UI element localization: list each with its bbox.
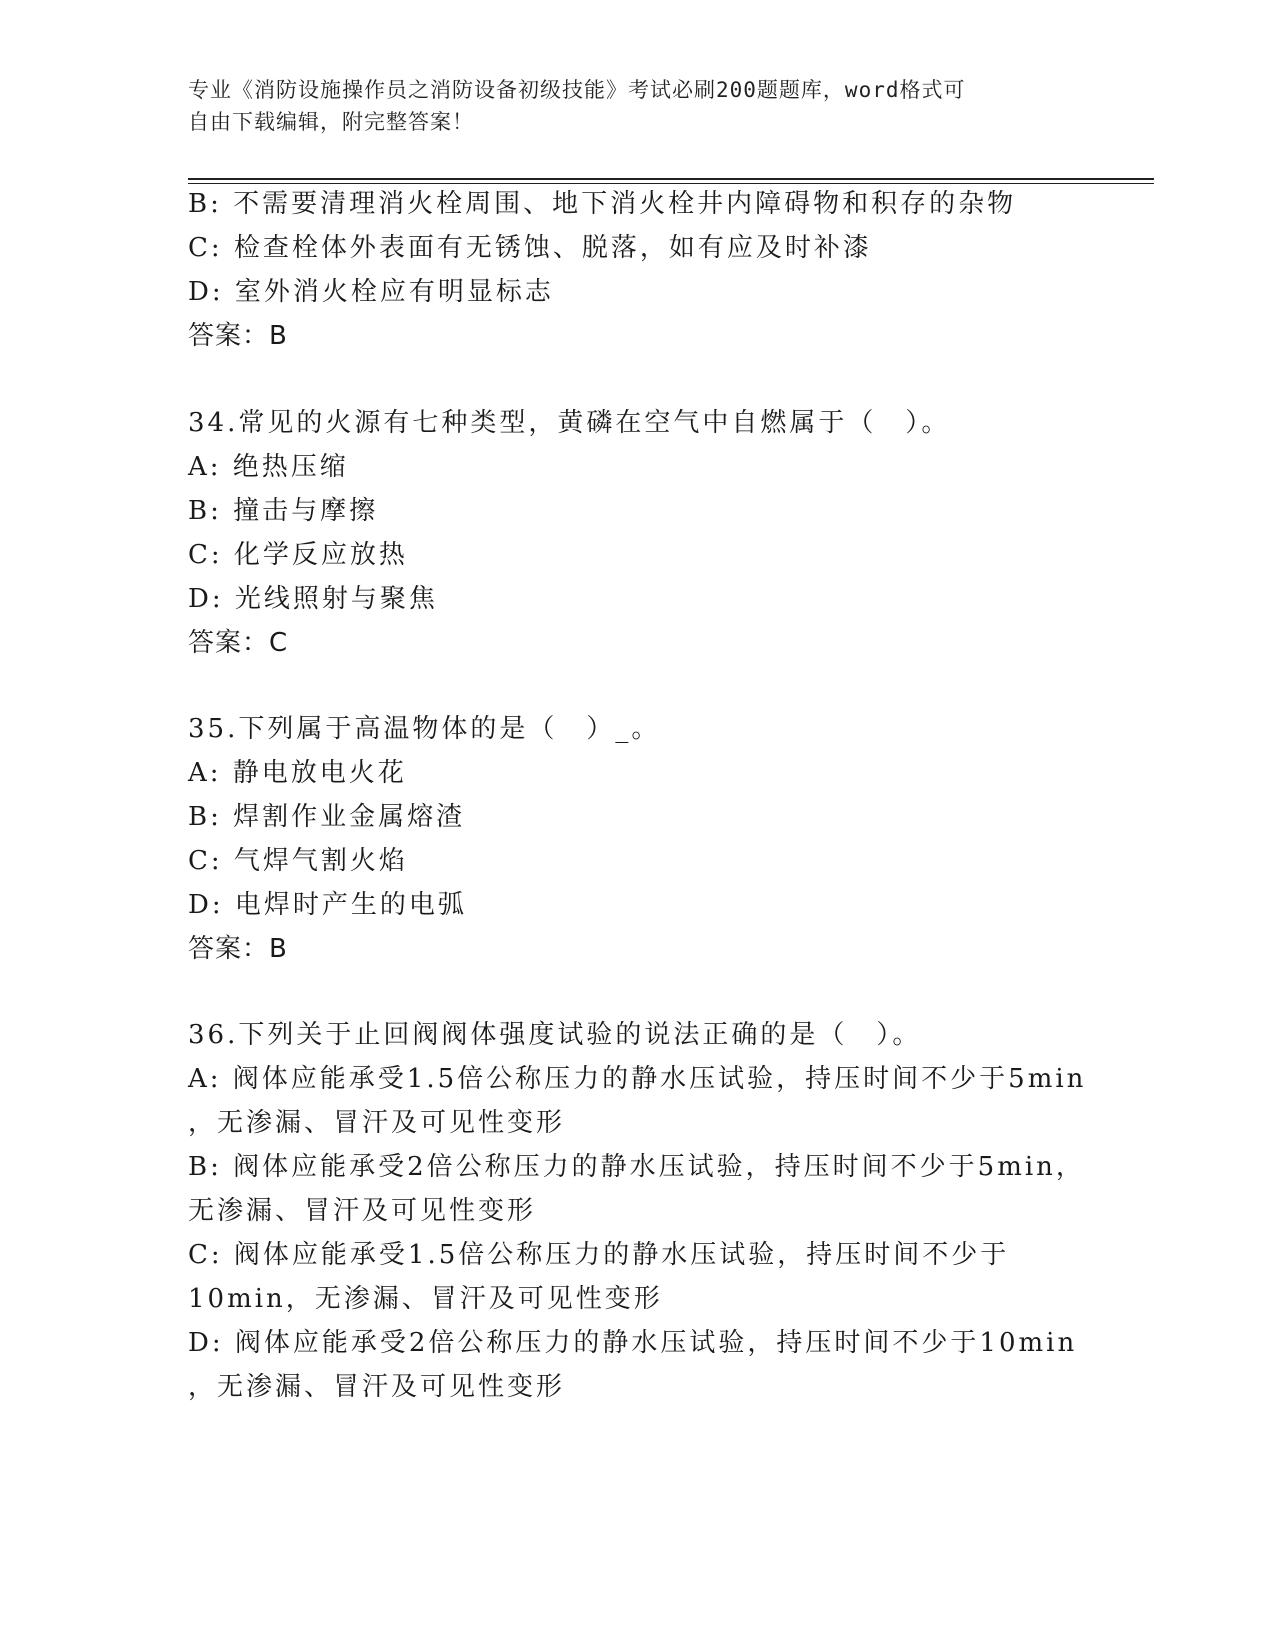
header-line-1: 专业《消防设施操作员之消防设备初级技能》考试必刷200题题库，word格式可: [188, 78, 966, 102]
header-line-2: 自由下载编辑，附完整答案！: [188, 110, 474, 134]
q33-answer: 答案：B: [188, 321, 288, 351]
q35-answer: 答案：B: [188, 934, 288, 964]
q36-option-c-line-2: 10min，无渗漏、冒汗及可见性变形: [188, 1284, 663, 1314]
q34-option-b: B: 撞击与摩擦: [188, 496, 379, 526]
q34-stem: 34.常见的火源有七种类型，黄磷在空气中自燃属于（ ）。: [188, 408, 951, 438]
q36-option-d-line-1: D: 阀体应能承受2倍公称压力的静水压试验，持压时间不少于10min: [188, 1328, 1078, 1358]
q34-option-c: C: 化学反应放热: [188, 540, 408, 570]
q35-stem: 35.下列属于高温物体的是（ ）_。: [188, 714, 661, 744]
q34-option-a: A: 绝热压缩: [188, 452, 349, 482]
q36-option-a-line-2: ，无渗漏、冒汗及可见性变形: [188, 1108, 566, 1138]
q36-option-b-line-2: 无渗漏、冒汗及可见性变形: [188, 1196, 537, 1226]
q34-answer: 答案：C: [188, 628, 289, 658]
q36-stem: 36.下列关于止回阀阀体强度试验的说法正确的是（ ）。: [188, 1020, 922, 1050]
q33-option-b: B: 不需要清理消火栓周围、地下消火栓井内障碍物和积存的杂物: [188, 189, 1017, 219]
page-header: [188, 74, 1068, 138]
header-divider-thick: [188, 178, 1154, 180]
q33-option-d: D: 室外消火栓应有明显标志: [188, 277, 554, 307]
q36-option-a-line-1: A: 阀体应能承受1.5倍公称压力的静水压试验，持压时间不少于5min: [188, 1064, 1087, 1094]
q35-option-c: C: 气焊气割火焰: [188, 846, 408, 876]
q34-option-d: D: 光线照射与聚焦: [188, 584, 438, 614]
q33-option-c: C: 检查栓体外表面有无锈蚀、脱落，如有应及时补漆: [188, 233, 872, 263]
header-divider-thin: [188, 183, 1154, 184]
q35-option-d: D: 电焊时产生的电弧: [188, 890, 467, 920]
q36-option-c-line-1: C: 阀体应能承受1.5倍公称压力的静水压试验，持压时间不少于: [188, 1240, 1010, 1270]
q35-option-a: A: 静电放电火花: [188, 758, 407, 788]
q36-option-d-line-2: ，无渗漏、冒汗及可见性变形: [188, 1372, 566, 1402]
q35-option-b: B: 焊割作业金属熔渣: [188, 802, 466, 832]
q36-option-b-line-1: B: 阀体应能承受2倍公称压力的静水压试验，持压时间不少于5min，: [188, 1152, 1085, 1182]
